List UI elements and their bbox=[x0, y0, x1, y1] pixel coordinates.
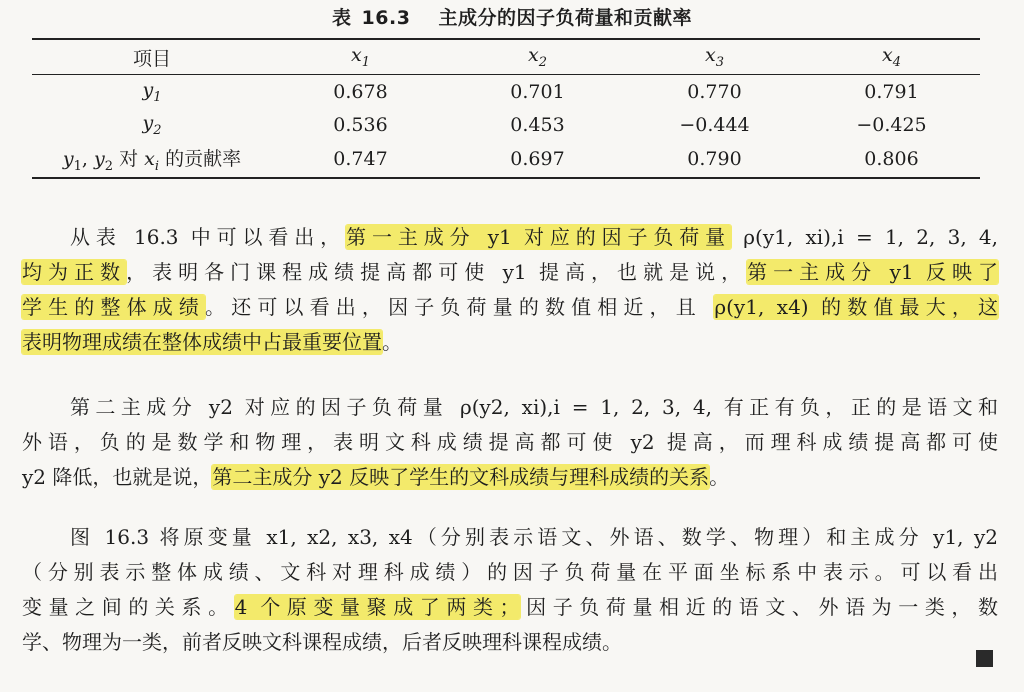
paragraph-3 bbox=[22, 520, 998, 660]
paragraph-line: 图 16.3 将原变量 x1, x2, x3, x4（分别表示语文、外语、数学、物理）和主成分 y1, y2 bbox=[70, 525, 998, 549]
table-row bbox=[32, 75, 980, 109]
table-header-row bbox=[32, 39, 980, 75]
paragraph-1 bbox=[22, 220, 998, 360]
cell: 0.697 bbox=[449, 141, 626, 178]
cell: 0.701 bbox=[510, 80, 565, 103]
highlighted-text: ρ(y1, x4) 的数值最大，这 bbox=[714, 295, 999, 319]
table-caption-prefix: 表 bbox=[332, 7, 352, 29]
text-run: 因子负荷量相近的语文、外语为一类，数 bbox=[519, 595, 998, 619]
cell: 0.791 bbox=[864, 80, 919, 103]
paragraph-line bbox=[22, 460, 998, 495]
highlighted-text: 4 个原变量聚成了两类； bbox=[234, 595, 520, 619]
row-label-y1: $y_1$ bbox=[142, 78, 162, 105]
highlighted-text: 第二主成分 y2 反映了学生的文科成绩与理科成绩的关系 bbox=[212, 465, 710, 489]
highlighted-text: 学生的整体成绩 bbox=[22, 295, 206, 319]
cell: 0.453 bbox=[510, 113, 565, 136]
text-run: ，表明各门课程成绩提高都可使 y1 提高，也就是说， bbox=[126, 260, 748, 284]
cell: 0.536 bbox=[333, 113, 388, 136]
paragraph-line bbox=[22, 255, 998, 290]
loadings-table bbox=[32, 38, 980, 179]
table-caption bbox=[0, 6, 1024, 30]
end-of-proof-square-icon bbox=[976, 650, 993, 667]
row-label-contribution: $y_1$, $y_2$ 对 $x_i$ 的贡献率 bbox=[32, 141, 272, 178]
text-run: 。 bbox=[709, 465, 730, 489]
text-run: ρ(y1, xi),i = 1, 2, 3, 4, bbox=[731, 225, 999, 249]
highlighted-text: 均为正数 bbox=[22, 260, 127, 284]
paragraph-line: 外语，负的是数学和物理，表明文科成绩提高都可使 y2 提高，而理科成绩提高都可使 bbox=[22, 430, 998, 454]
text-run: 变量之间的关系。 bbox=[22, 595, 235, 619]
header-x4: $x_4$ bbox=[803, 39, 980, 75]
paragraph-2 bbox=[22, 390, 998, 495]
paragraph-line: 学、物理为一类，前者反映文科课程成绩，后者反映理科课程成绩。 bbox=[22, 630, 622, 654]
paragraph-line bbox=[22, 220, 998, 255]
highlighted-text: 表明物理成绩在整体成绩中占最重要位置 bbox=[22, 330, 382, 354]
header-x1: $x_1$ bbox=[272, 39, 449, 75]
cell: 0.770 bbox=[687, 80, 742, 103]
text-run: 。还可以看出，因子负荷量的数值相近，且 bbox=[205, 295, 715, 319]
highlighted-text: 第一主成分 y1 对应的因子负荷量 bbox=[346, 225, 732, 249]
table-caption-number: 16.3 bbox=[361, 7, 411, 29]
cell: 0.806 bbox=[803, 141, 980, 178]
row-label-y2: $y_2$ bbox=[142, 111, 162, 138]
cell: −0.425 bbox=[856, 113, 927, 136]
table-row bbox=[32, 141, 980, 178]
text-run: 。 bbox=[382, 330, 402, 354]
paragraph-line: 第二主成分 y2 对应的因子负荷量 ρ(y2, xi),i = 1, 2, 3, 4, 有正有负，正的是语文和 bbox=[70, 395, 998, 419]
cell: 0.790 bbox=[626, 141, 803, 178]
paragraph-line: （分别表示整体成绩、文科对理科成绩）的因子负荷量在平面坐标系中表示。可以看出 bbox=[22, 560, 998, 584]
paragraph-line bbox=[22, 290, 998, 325]
text-run: y2 降低，也就是说， bbox=[22, 465, 213, 489]
cell: −0.444 bbox=[679, 113, 750, 136]
paragraph-line bbox=[22, 325, 998, 360]
table-caption-text: 主成分的因子负荷量和贡献率 bbox=[438, 7, 692, 29]
header-x3: $x_3$ bbox=[626, 39, 803, 75]
table-row bbox=[32, 108, 980, 141]
paragraph-line bbox=[22, 590, 998, 625]
cell: 0.678 bbox=[333, 80, 388, 103]
text-run: 从表 16.3 中可以看出， bbox=[70, 225, 347, 249]
header-item: 项目 bbox=[32, 39, 272, 75]
cell: 0.747 bbox=[272, 141, 449, 178]
highlighted-text: 第一主成分 y1 反映了 bbox=[747, 260, 998, 284]
header-x2: $x_2$ bbox=[449, 39, 626, 75]
